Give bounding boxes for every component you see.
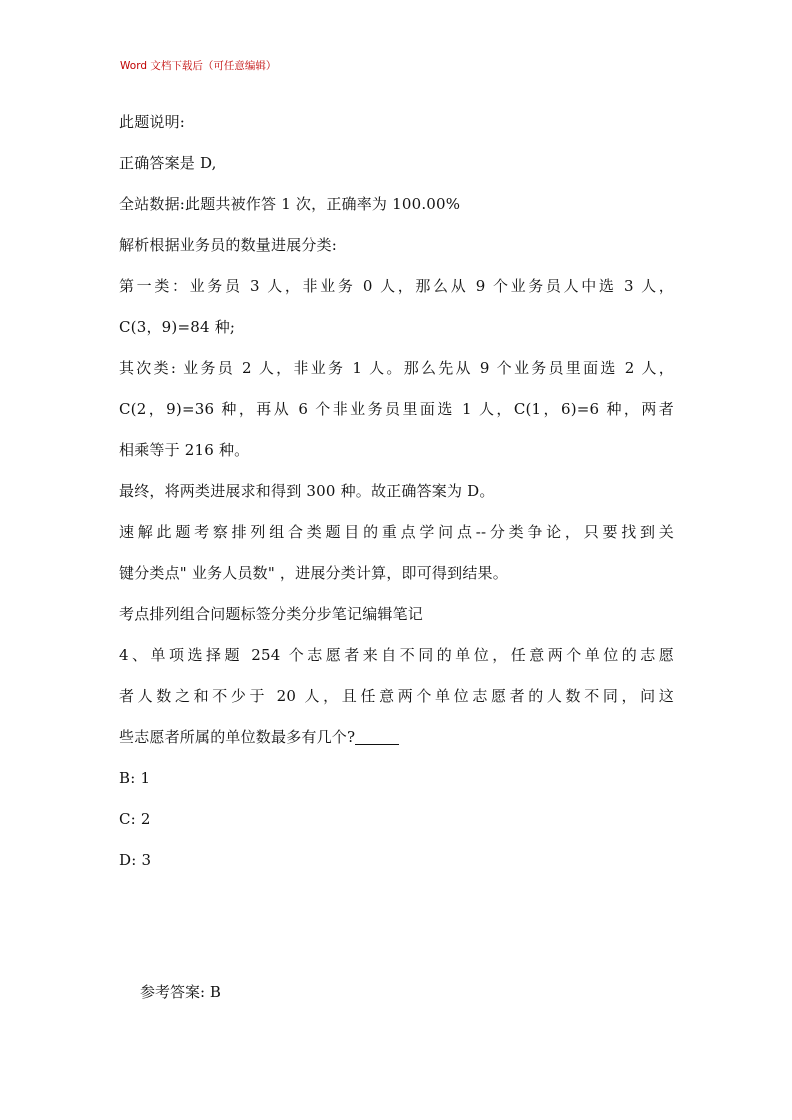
reference-answer: 参考答案: B bbox=[140, 983, 221, 1001]
case1-line: 第一类：业务员 3 人，非业务 0 人，那么从 9 个业务员人中选 3 人， bbox=[119, 277, 674, 295]
answer-blank bbox=[355, 743, 399, 745]
stats-line: 全站数据:此题共被作答 1 次，正确率为 100.00% bbox=[119, 195, 461, 213]
case1-formula: C(3，9)=84 种; bbox=[119, 318, 236, 336]
option-d: D: 3 bbox=[119, 851, 152, 869]
quick-solution-line: 速解此题考察排列组合类题目的重点学问点--分类争论，只要找到关 bbox=[119, 523, 674, 541]
correct-answer-line: 正确答案是 D, bbox=[119, 154, 217, 172]
question-line-2: 者人数之和不少于 20 人，且任意两个单位志愿者的人数不同，问这 bbox=[119, 687, 674, 705]
question-line-1: 4、单项选择题 254 个志愿者来自不同的单位，任意两个单位的志愿 bbox=[119, 646, 674, 664]
case2-line: 其次类: 业务员 2 人，非业务 1 人。那么先从 9 个业务员里面选 2 人， bbox=[119, 359, 674, 377]
tags-line: 考点排列组合问题标签分类分步笔记编辑笔记 bbox=[119, 605, 424, 623]
case2-result: 相乘等于 216 种。 bbox=[119, 441, 250, 459]
analysis-intro: 解析根据业务员的数量进展分类: bbox=[119, 236, 338, 254]
option-b: B: 1 bbox=[119, 769, 151, 787]
document-body bbox=[119, 102, 674, 881]
explanation-title: 此题说明: bbox=[119, 113, 186, 131]
quick-solution-line-2: 键分类点" 业务人员数" ，进展分类计算，即可得到结果。 bbox=[119, 564, 508, 582]
document-header: Word 文档下载后（可任意编辑） bbox=[120, 60, 277, 72]
question-text: 些志愿者所属的单位数最多有几个? bbox=[119, 728, 356, 746]
case2-formula: C(2，9)=36 种，再从 6 个非业务员里面选 1 人，C(1，6)=6 种，两者 bbox=[119, 400, 674, 418]
option-c: C: 2 bbox=[119, 810, 151, 828]
question-line-3 bbox=[119, 717, 674, 758]
final-line: 最终，将两类进展求和得到 300 种。故正确答案为 D。 bbox=[119, 482, 495, 500]
